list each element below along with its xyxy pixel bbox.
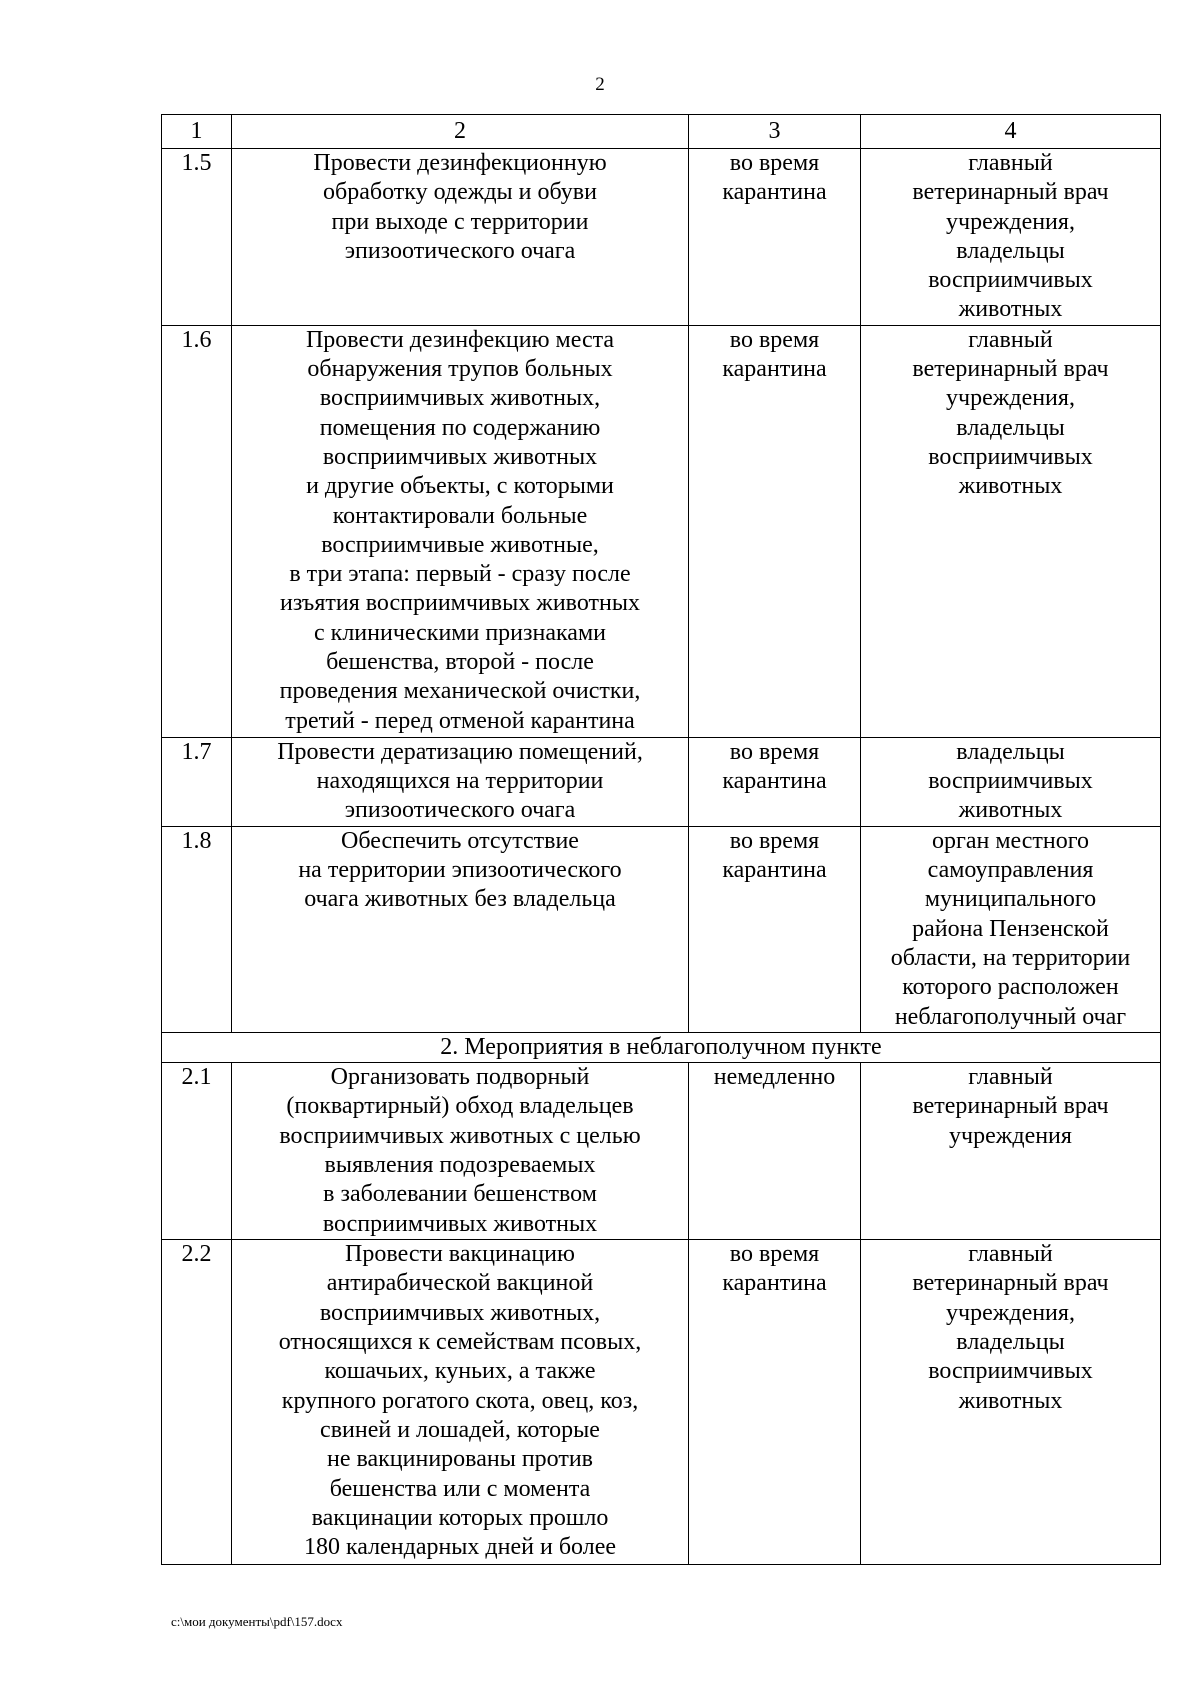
action-cell — [232, 1063, 689, 1240]
action-cell — [232, 1240, 689, 1565]
table-row — [162, 826, 1161, 1032]
action-text: Провести вакцинацию антирабической вакциной восприимчивых животных, относящихся к семействам псовых, кошачьих, куньих, а также крупного рогатого скота, овец, коз, свиней и лошадей, которые не вакцинированы против бешенства или с момента вакцинации которых прошло 180 календарных дней и более — [278, 1241, 642, 1561]
responsible-text: главный ветеринарный врач учреждения, владельцы восприимчивых животных — [912, 150, 1109, 323]
responsible-text: главный ветеринарный врач учреждения, владельцы восприимчивых животных — [912, 1241, 1109, 1414]
responsible-cell — [861, 1063, 1161, 1240]
action-cell — [232, 826, 689, 1032]
term-text: во время карантина — [722, 827, 827, 884]
term-text: во время карантина — [722, 150, 827, 206]
responsible-text: главный ветеринарный врач учреждения — [912, 1064, 1109, 1149]
term-cell — [689, 149, 861, 326]
responsible-text: владельцы восприимчивых животных — [928, 738, 1093, 824]
action-cell — [232, 737, 689, 826]
responsible-cell — [861, 149, 1161, 326]
column-header-1: 1 — [162, 115, 232, 149]
action-text: Обеспечить отсутствие на территории эпизоотического очага животных без владельца — [298, 827, 622, 913]
row-number: 1.7 — [162, 737, 232, 826]
row-number: 2.2 — [162, 1240, 232, 1565]
table-row — [162, 737, 1161, 826]
table-row — [162, 1240, 1161, 1565]
footer-file-path: c:\мои документы\pdf\157.docx — [171, 1614, 343, 1629]
table-row — [162, 325, 1161, 737]
term-cell — [689, 1063, 861, 1240]
responsible-cell — [861, 325, 1161, 737]
responsible-text: орган местного самоуправления муниципального района Пензенской области, на территории которого расположен неблагополучный очаг — [890, 827, 1131, 1030]
term-cell — [689, 737, 861, 826]
term-cell — [689, 826, 861, 1032]
page-number: 2 — [595, 74, 605, 95]
table-row — [162, 149, 1161, 326]
action-text: Провести дезинфекцию места обнаружения трупов больных восприимчивых животных, помещения по содержанию восприимчивых животных и другие объекты, с которыми контактировали больные восприимчивые животные, в три этапа: первый - сразу после изъятия восприимчивых животных с клиническими признаками бешенства, второй - после проведения механической очистки, третий - перед отменой карантина — [279, 326, 641, 734]
row-number: 1.6 — [162, 325, 232, 737]
section-heading-row — [162, 1032, 1161, 1062]
section-heading: 2. Мероприятия в неблагополучном пункте — [162, 1032, 1161, 1062]
action-cell — [232, 325, 689, 737]
measures-table — [161, 114, 1161, 1565]
table-header-row — [162, 115, 1161, 149]
term-text: немедленно — [713, 1064, 836, 1091]
column-header-2: 2 — [232, 115, 689, 149]
term-text: во время карантина — [722, 738, 827, 795]
responsible-cell — [861, 826, 1161, 1032]
term-text: во время карантина — [722, 326, 827, 383]
term-cell — [689, 325, 861, 737]
row-number: 1.5 — [162, 149, 232, 326]
responsible-cell — [861, 737, 1161, 826]
term-text: во время карантина — [722, 1241, 827, 1297]
table-row — [162, 1063, 1161, 1240]
row-number: 2.1 — [162, 1063, 232, 1240]
action-text: Провести дератизацию помещений, находящихся на территории эпизоотического очага — [277, 738, 643, 824]
action-text: Организовать подворный (поквартирный) обход владельцев восприимчивых животных с целью выявления подозреваемых в заболевании бешенством восприимчивых животных — [279, 1064, 641, 1237]
column-header-4: 4 — [861, 115, 1161, 149]
action-text: Провести дезинфекционную обработку одежды и обуви при выходе с территории эпизоотического очага — [313, 150, 607, 264]
row-number: 1.8 — [162, 826, 232, 1032]
term-cell — [689, 1240, 861, 1565]
responsible-cell — [861, 1240, 1161, 1565]
column-header-3: 3 — [689, 115, 861, 149]
action-cell — [232, 149, 689, 326]
responsible-text: главный ветеринарный врач учреждения, владельцы восприимчивых животных — [912, 326, 1109, 500]
